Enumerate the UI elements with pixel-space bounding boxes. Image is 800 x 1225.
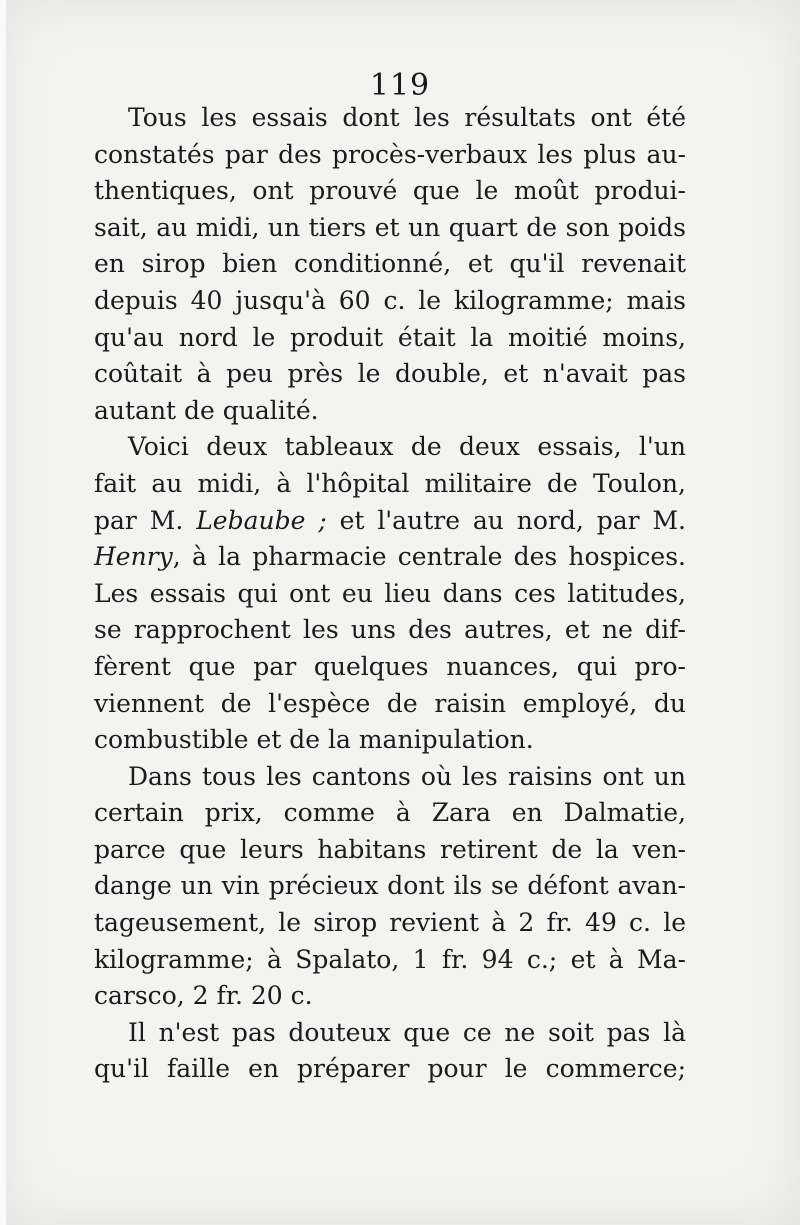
text-line: autant de qualité.	[94, 395, 319, 425]
text-line: en sirop bien conditionné, et qu'il revenait	[94, 249, 686, 279]
text-line: combustible et de la manipulation.	[94, 725, 534, 755]
body-text	[94, 100, 686, 1088]
text-line: qu'au nord le produit était la moitié moins,	[94, 322, 686, 352]
person-name-lebaube: Lebaube ;	[196, 505, 327, 535]
text-line: Il n'est pas douteux que ce ne soit pas là	[128, 1017, 686, 1047]
text-line: dange un vin précieux dont ils se défont avan-	[94, 871, 686, 901]
text-segment: par M.	[94, 505, 197, 535]
text-line: viennent de l'espèce de raisin employé, du	[94, 688, 686, 718]
text-line: certain prix, comme à Zara en Dalmatie,	[94, 798, 686, 828]
text-line: qu'il faille en préparer pour le commerce;	[94, 1054, 686, 1084]
text-line: fèrent que par quelques nuances, qui pro-	[94, 651, 686, 681]
text-line: coûtait à peu près le double, et n'avait pas	[94, 359, 686, 389]
text-line: fait au midi, à l'hôpital militaire de Toulon,	[94, 468, 686, 498]
person-name-henry: Henry	[94, 542, 173, 572]
page-number: 119	[369, 68, 431, 103]
text-line: Tous les essais dont les résultats ont été	[128, 103, 686, 132]
text-line: parce que leurs habitans retirent de la ven-	[94, 834, 686, 864]
text-line: carsco, 2 fr. 20 c.	[94, 981, 313, 1011]
page-edge	[0, 0, 6, 1225]
text-line: Les essais qui ont eu lieu dans ces latitudes,	[94, 578, 686, 608]
text-line: Dans tous les cantons où les raisins ont un	[128, 761, 686, 791]
text-line: depuis 40 jusqu'à 60 c. le kilogramme; mais	[94, 285, 686, 315]
text-line: Voici deux tableaux de deux essais, l'un	[128, 432, 686, 462]
text-line: constatés par des procès-verbaux les plus au-	[94, 139, 686, 169]
text-line: se rapprochent les uns des autres, et ne dif-	[94, 615, 686, 645]
text-line	[94, 539, 686, 576]
text-line: tageusement, le sirop revient à 2 fr. 49 c. le	[94, 908, 686, 938]
text-line	[94, 503, 686, 540]
text-line: kilogramme; à Spalato, 1 fr. 94 c.; et à Ma-	[94, 944, 686, 974]
text-segment: et l'autre au nord, par M.	[326, 505, 686, 535]
text-line: thentiques, ont prouvé que le moût produi-	[94, 176, 686, 206]
text-line: sait, au midi, un tiers et un quart de son poids	[94, 212, 686, 242]
text-segment: , à la pharmacie centrale des hospices.	[172, 542, 686, 572]
